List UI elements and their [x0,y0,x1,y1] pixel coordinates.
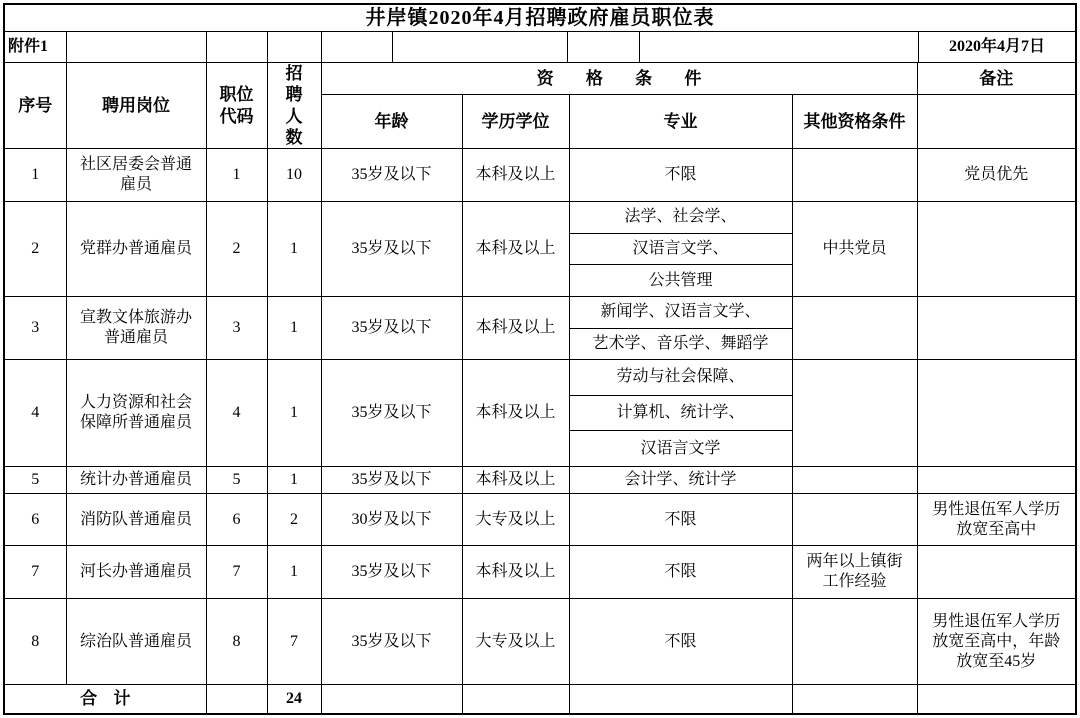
report-date: 2020年4月7日 [948,38,1045,55]
col-header-major: 专业 [569,94,792,148]
cell-education: 本科及以上 [462,202,569,297]
cell-position: 人力资源和社会保障所普通雇员 [66,360,206,467]
cell-major [569,202,792,297]
cell-major: 不限 [569,546,792,599]
table-row [4,494,1076,546]
col-header-count: 招聘人数 [267,63,321,149]
cell-remark [917,360,1076,467]
col-header-remark: 备注 [917,63,1076,95]
cell-count: 1 [267,546,321,599]
col-header-serial: 序号 [4,63,66,149]
attachment-label: 附件1 [5,32,67,62]
major-segment: 汉语言文学 [570,430,792,466]
cell-age: 35岁及以下 [321,546,462,599]
major-segments [570,360,792,466]
cell-other-requirements [792,467,917,494]
total-row [4,685,1076,715]
major-segment: 公共管理 [570,264,792,296]
attachment-row [4,32,1076,63]
cell-serial: 3 [4,297,66,360]
cell-code: 3 [206,297,267,360]
cell-position: 统计办普通雇员 [66,467,206,494]
table-row [4,467,1076,494]
cell-serial: 8 [4,599,66,685]
cell-position: 消防队普通雇员 [66,494,206,546]
attachment-empty-cell [207,32,268,62]
cell-code: 8 [206,599,267,685]
col-header-education: 学历学位 [462,94,569,148]
col-header-qualifications: 资 格 条 件 [321,63,917,95]
cell-code: 7 [206,546,267,599]
cell-major [569,297,792,360]
cell-education: 本科及以上 [462,297,569,360]
cell-serial: 2 [4,202,66,297]
cell-other-requirements [792,297,917,360]
position-table [3,3,1077,715]
cell-count: 1 [267,297,321,360]
cell-code: 1 [206,149,267,202]
cell-other-requirements [792,494,917,546]
cell-education: 本科及以上 [462,467,569,494]
cell-count: 1 [267,467,321,494]
cell-position: 综治队普通雇员 [66,599,206,685]
cell-position: 宣教文体旅游办普通雇员 [66,297,206,360]
col-header-position: 聘用岗位 [66,63,206,149]
cell-remark [917,467,1076,494]
total-empty-cell [569,685,792,715]
cell-other-requirements: 两年以上镇街工作经验 [792,546,917,599]
cell-code: 6 [206,494,267,546]
cell-major: 不限 [569,599,792,685]
total-empty-cell [206,685,267,715]
cell-education: 本科及以上 [462,149,569,202]
table-row [4,599,1076,685]
cell-major: 不限 [569,149,792,202]
cell-code: 4 [206,360,267,467]
col-header-age: 年龄 [321,94,462,148]
attachment-empty-cell [640,32,919,62]
cell-remark [917,297,1076,360]
attachment-empty-cell [322,32,393,62]
total-empty-cell [321,685,462,715]
table-row [4,297,1076,360]
cell-major [569,360,792,467]
cell-count: 7 [267,599,321,685]
cell-serial: 5 [4,467,66,494]
attachment-empty-cell [568,32,640,62]
total-count: 24 [267,685,321,715]
cell-count: 10 [267,149,321,202]
cell-position: 河长办普通雇员 [66,546,206,599]
cell-serial: 4 [4,360,66,467]
cell-position: 社区居委会普通雇员 [66,149,206,202]
table-row [4,202,1076,297]
cell-other-requirements [792,599,917,685]
cell-serial: 7 [4,546,66,599]
cell-other-requirements [792,149,917,202]
cell-age: 35岁及以下 [321,467,462,494]
cell-other-requirements: 中共党员 [792,202,917,297]
col-header-other: 其他资格条件 [792,94,917,148]
cell-age: 35岁及以下 [321,297,462,360]
cell-remark: 男性退伍军人学历放宽至高中 [917,494,1076,546]
cell-age: 30岁及以下 [321,494,462,546]
cell-education: 本科及以上 [462,546,569,599]
cell-education: 大专及以上 [462,494,569,546]
attachment-flex [5,32,1075,62]
cell-age: 35岁及以下 [321,149,462,202]
major-segment: 汉语言文学、 [570,233,792,265]
cell-serial: 1 [4,149,66,202]
table-title: 井岸镇2020年4月招聘政府雇员职位表 [4,4,1076,32]
cell-remark [917,202,1076,297]
total-label: 合 计 [4,685,206,715]
cell-major: 不限 [569,494,792,546]
cell-age: 35岁及以下 [321,202,462,297]
major-segment: 法学、社会学、 [624,208,737,226]
cell-position: 党群办普通雇员 [66,202,206,297]
major-segment: 劳动与社会保障、 [616,368,745,386]
cell-code: 2 [206,202,267,297]
col-header-code: 职位代码 [206,63,267,149]
cell-remark: 党员优先 [917,149,1076,202]
major-segment: 艺术学、音乐学、舞蹈学 [570,328,792,360]
total-empty-cell [462,685,569,715]
major-segments [570,297,792,359]
cell-count: 1 [267,360,321,467]
attachment-empty-cell [393,32,568,62]
cell-major: 会计学、统计学 [569,467,792,494]
major-segments [570,202,792,296]
attachment-empty-cell [67,32,207,62]
total-empty-cell [792,685,917,715]
cell-remark [917,546,1076,599]
cell-count: 2 [267,494,321,546]
total-empty-cell [917,685,1076,715]
major-segment: 新闻学、汉语言文学、 [600,303,761,321]
table-row [4,360,1076,467]
cell-other-requirements [792,360,917,467]
major-segment: 计算机、统计学、 [570,395,792,431]
cell-age: 35岁及以下 [321,360,462,467]
header-row-top [4,63,1076,95]
cell-remark: 男性退伍军人学历放宽至高中，年龄放宽至45岁 [917,599,1076,685]
cell-age: 35岁及以下 [321,599,462,685]
cell-serial: 6 [4,494,66,546]
remark-subheader-empty-cell [917,94,1076,148]
attachment-empty-cell [268,32,322,62]
title-row [4,4,1076,32]
cell-education: 大专及以上 [462,599,569,685]
cell-code: 5 [206,467,267,494]
attachment-row-cell [4,32,1076,63]
table-row [4,149,1076,202]
cell-education: 本科及以上 [462,360,569,467]
cell-count: 1 [267,202,321,297]
table-row [4,546,1076,599]
